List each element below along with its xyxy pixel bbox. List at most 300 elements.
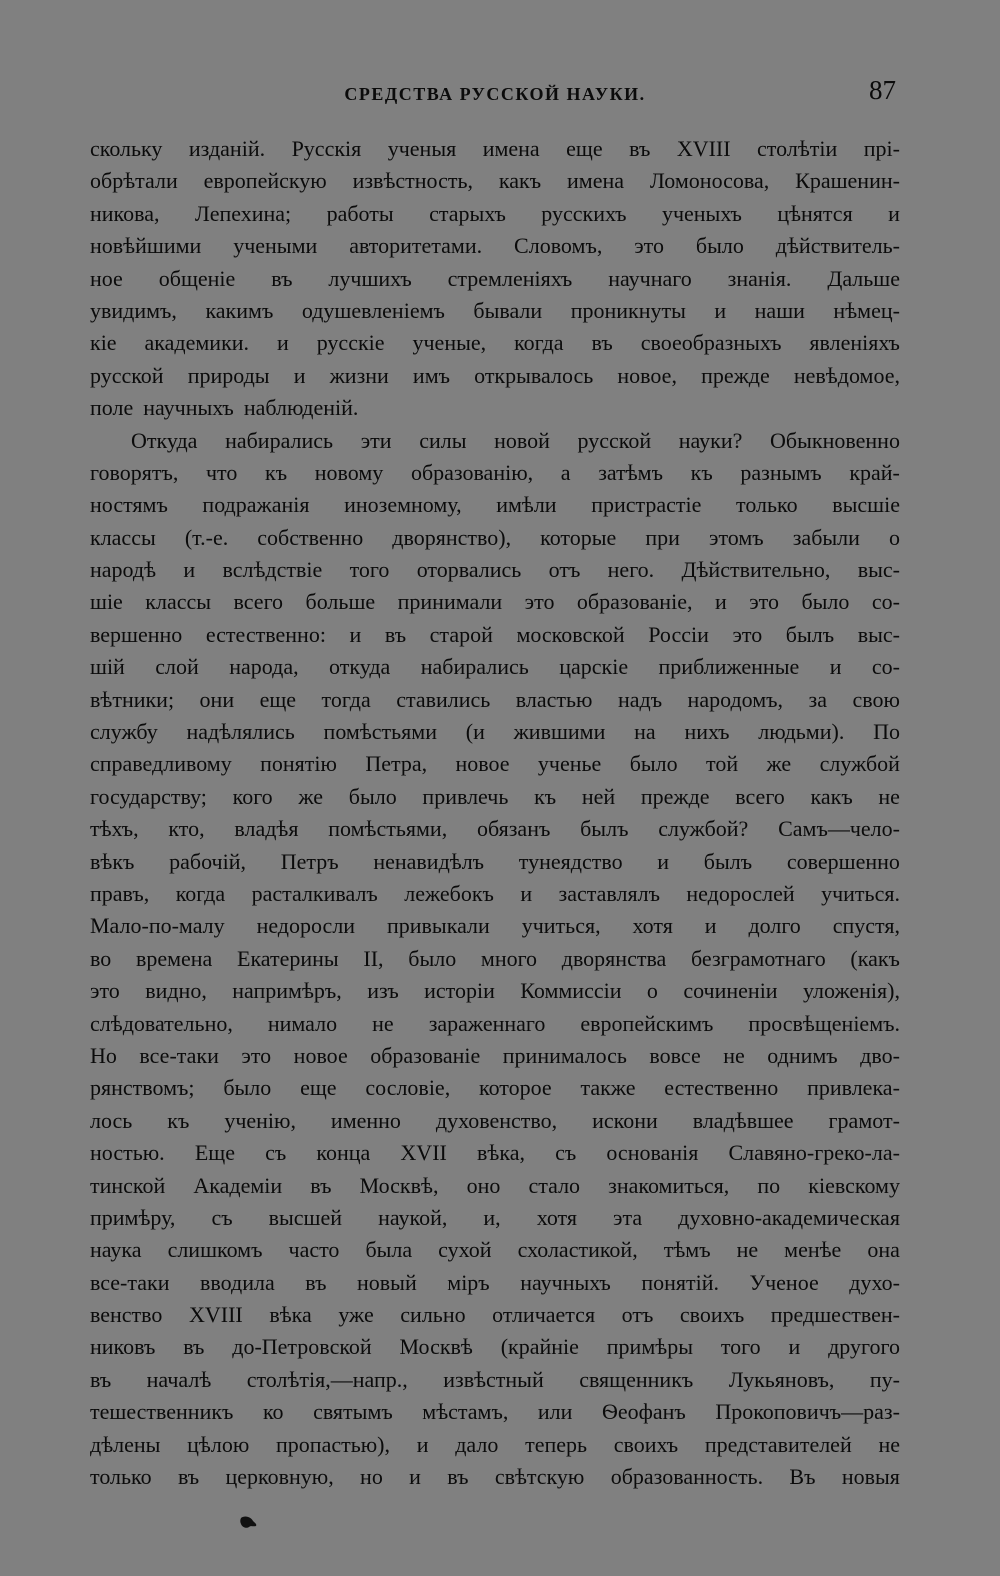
word: это xyxy=(90,978,120,1004)
word: въ xyxy=(447,1464,469,1490)
word: принималось xyxy=(502,1042,627,1068)
word: Петра, xyxy=(365,751,428,777)
word: рянствомъ; xyxy=(90,1075,195,1101)
word: слишкомъ xyxy=(167,1237,263,1263)
word: и xyxy=(888,200,900,226)
word: затѣмъ xyxy=(598,459,663,485)
word: со- xyxy=(871,654,900,680)
word: хотя xyxy=(632,913,673,939)
word: по xyxy=(757,1172,781,1198)
word: ко xyxy=(262,1399,284,1425)
word: невѣдомое, xyxy=(793,362,900,388)
word: менѣе xyxy=(784,1237,842,1263)
word: XVIII xyxy=(188,1302,243,1328)
word: міръ xyxy=(447,1269,490,1295)
word: службой? xyxy=(658,816,749,842)
word: говорятъ, xyxy=(90,459,179,485)
word: изъ xyxy=(367,978,399,1004)
word: о xyxy=(889,524,900,550)
word: жизни xyxy=(329,362,389,388)
word: Петръ xyxy=(280,848,339,874)
word: исторіи xyxy=(424,978,495,1004)
word: и xyxy=(349,621,362,647)
word: европейскимъ xyxy=(580,1010,714,1036)
word: работы xyxy=(326,200,394,226)
word: отъ xyxy=(621,1302,654,1328)
word: ученые, xyxy=(412,330,487,356)
word: недорослей xyxy=(686,880,795,906)
word: ставились xyxy=(396,686,491,712)
word: вовсе xyxy=(649,1042,701,1068)
word: откуда xyxy=(329,654,391,680)
word: былъ xyxy=(580,816,629,842)
word: Лепехина; xyxy=(194,200,292,226)
word: дворянство), xyxy=(392,524,512,550)
word: съ xyxy=(265,1140,287,1166)
word: было xyxy=(223,1075,272,1101)
word: владѣвшее xyxy=(692,1107,794,1133)
word: увидимъ, xyxy=(90,297,177,323)
word: дворянства xyxy=(561,945,667,971)
word: извѣстность, xyxy=(352,168,474,194)
word: тѣмъ xyxy=(663,1237,711,1263)
word: дѣйствитель- xyxy=(775,233,900,259)
word: Екатерины xyxy=(237,945,339,971)
word: столѣтіи xyxy=(757,136,838,161)
text-line xyxy=(90,198,900,230)
word: отъ xyxy=(548,557,581,583)
word: II, xyxy=(363,945,384,971)
word: въ xyxy=(629,136,651,161)
word: не xyxy=(723,1042,745,1068)
text-line xyxy=(90,1364,900,1396)
word: шій xyxy=(90,654,125,680)
word: былъ xyxy=(785,621,835,647)
word: или xyxy=(537,1399,573,1425)
word: отличается xyxy=(492,1302,596,1328)
word: вершенно xyxy=(90,621,183,647)
word: привлека- xyxy=(807,1075,900,1101)
word: московской xyxy=(516,621,625,647)
word: новое, xyxy=(617,362,677,388)
word: одушевленіемъ xyxy=(301,297,445,323)
word: все-таки xyxy=(139,1042,219,1068)
word: наши xyxy=(754,297,805,323)
word: справедливому xyxy=(90,751,232,777)
word: своихъ xyxy=(613,1431,679,1457)
word: наблюденій. xyxy=(243,395,359,421)
text-line xyxy=(90,489,900,521)
word: тинской xyxy=(90,1172,166,1198)
word: научныхъ xyxy=(520,1269,611,1295)
text-line xyxy=(90,263,900,295)
word: вѣка xyxy=(269,1302,312,1328)
page-header xyxy=(90,75,900,108)
word: оно xyxy=(466,1172,501,1198)
word: грамот- xyxy=(828,1107,900,1133)
word: поле xyxy=(90,395,134,421)
text-line xyxy=(90,1396,900,1428)
word: помѣстьями, xyxy=(328,816,448,842)
text-line xyxy=(90,327,900,359)
word: ностямъ xyxy=(90,492,168,518)
word: вѣтники; xyxy=(90,686,175,712)
word: и xyxy=(416,1431,429,1457)
word: въ xyxy=(310,1172,332,1198)
word: кто, xyxy=(168,816,205,842)
word: она xyxy=(867,1237,900,1263)
word: было xyxy=(695,233,744,259)
text-line xyxy=(90,392,900,424)
word: ненавидѣлъ xyxy=(373,848,485,874)
word: они xyxy=(199,686,235,712)
word: началѣ xyxy=(146,1366,212,1392)
word: вѣкъ xyxy=(90,848,135,874)
word: съ xyxy=(211,1204,233,1230)
word: и xyxy=(183,557,196,583)
word: стало xyxy=(528,1172,581,1198)
word: и xyxy=(293,362,306,388)
word: много xyxy=(480,945,538,971)
word: знакомиться, xyxy=(608,1172,730,1198)
word: По xyxy=(873,719,900,745)
body-text xyxy=(90,133,900,1493)
word: проникнуты xyxy=(570,297,686,323)
word: Дѣйствительно, xyxy=(681,557,831,583)
word: и xyxy=(788,1334,801,1360)
text-line xyxy=(90,1008,900,1040)
word: государству; xyxy=(90,783,207,809)
word: открывалось xyxy=(474,362,594,388)
word: принимали xyxy=(397,589,503,615)
word: имѣли xyxy=(496,492,557,518)
word: выс- xyxy=(857,557,900,583)
word: тѣхъ, xyxy=(90,816,139,842)
word: своихъ xyxy=(679,1302,745,1328)
word: это xyxy=(524,589,555,615)
word: имена xyxy=(567,168,625,194)
text-line xyxy=(90,586,900,618)
word: о xyxy=(646,978,658,1004)
word: высшей xyxy=(268,1204,343,1230)
word: имена xyxy=(482,136,540,161)
word: ное xyxy=(90,265,123,291)
word: Ученое xyxy=(749,1269,819,1295)
word: новыя xyxy=(841,1464,900,1490)
word: привыкали xyxy=(387,913,490,939)
word: Коммиссіи xyxy=(520,978,622,1004)
word: Мало-по-малу xyxy=(90,913,225,939)
word: было xyxy=(348,783,397,809)
word: новое xyxy=(293,1042,348,1068)
word: всего xyxy=(735,783,785,809)
word: кіе xyxy=(90,330,117,356)
word: какимъ xyxy=(205,297,274,323)
word: авторитетами. xyxy=(349,233,483,259)
word: еще xyxy=(259,686,297,712)
word: естественно: xyxy=(205,621,326,647)
word: представителей xyxy=(704,1431,852,1457)
word: нимало xyxy=(267,1010,338,1036)
text-line xyxy=(90,1202,900,1234)
word: образованіе, xyxy=(576,589,693,615)
word: священникъ xyxy=(579,1366,694,1392)
word: имъ xyxy=(412,362,450,388)
word: какъ xyxy=(498,168,542,194)
word: къ xyxy=(265,459,288,485)
word: къ xyxy=(690,459,713,485)
text-line xyxy=(90,943,900,975)
word: на xyxy=(634,719,656,745)
word: Въ xyxy=(789,1464,816,1490)
word: Крашенин- xyxy=(795,168,900,194)
word: набирались xyxy=(225,427,334,453)
word: скольку xyxy=(90,136,163,161)
word: обрѣтали xyxy=(90,168,178,194)
word: новому xyxy=(314,459,384,485)
word: это xyxy=(732,621,763,647)
word: и xyxy=(276,330,289,356)
word: ностью. xyxy=(90,1140,165,1166)
word: Россіи xyxy=(648,621,709,647)
word: службой xyxy=(819,751,900,777)
word: Лукьяновъ, xyxy=(728,1366,835,1392)
word: Откуда xyxy=(131,427,198,453)
word: не xyxy=(736,1237,759,1263)
word: надѣлялись xyxy=(186,719,295,745)
word: и xyxy=(714,589,727,615)
word: слѣдовательно, xyxy=(90,1010,233,1036)
word: и, xyxy=(483,1204,501,1230)
word: и xyxy=(829,654,842,680)
word: было xyxy=(408,945,457,971)
text-line xyxy=(90,1072,900,1104)
word: ученье xyxy=(537,751,602,777)
word: и xyxy=(520,880,533,906)
word: пропастью), xyxy=(276,1431,391,1457)
word: не xyxy=(878,783,900,809)
word: помѣстьями xyxy=(323,719,437,745)
word: еще xyxy=(300,1075,337,1101)
word: забыли xyxy=(792,524,860,550)
word: научнаго xyxy=(608,265,692,291)
word: тогда xyxy=(321,686,371,712)
word: же xyxy=(298,783,324,809)
word: какъ xyxy=(810,783,853,809)
word: было xyxy=(801,589,850,615)
text-line xyxy=(90,425,900,457)
word: народомъ, xyxy=(687,686,784,712)
text-line xyxy=(90,165,900,197)
word: владѣя xyxy=(234,816,299,842)
word: тунеядство xyxy=(518,848,623,874)
text-line xyxy=(90,1137,900,1169)
word: природы xyxy=(187,362,270,388)
word: образованіе xyxy=(370,1042,481,1068)
word: Но xyxy=(90,1042,117,1068)
word: никова, xyxy=(90,200,160,226)
word: новый xyxy=(357,1269,417,1295)
word: бывали xyxy=(473,297,543,323)
word: изданій. xyxy=(188,136,266,161)
word: учеными xyxy=(233,233,318,259)
word: новѣйшими xyxy=(90,233,202,259)
word: подражанія xyxy=(202,492,310,518)
word: сословіе, xyxy=(365,1075,451,1101)
word: прі- xyxy=(863,136,900,161)
word: Москвѣ, xyxy=(359,1172,439,1198)
text-line xyxy=(90,360,900,392)
word: за xyxy=(808,686,827,712)
word: лось xyxy=(90,1107,133,1133)
word: него. xyxy=(607,557,655,583)
word: стремленіяхъ xyxy=(447,265,573,291)
word: властью xyxy=(515,686,593,712)
word: и xyxy=(657,848,670,874)
word: Самъ—чело- xyxy=(778,816,900,842)
word: старой xyxy=(429,621,493,647)
word: своеобразныхъ xyxy=(640,330,782,356)
word: искони xyxy=(592,1107,658,1133)
word: общеніе xyxy=(158,265,236,291)
word: старыхъ xyxy=(429,200,506,226)
word: только xyxy=(90,1464,152,1490)
word: напримѣръ, xyxy=(232,978,342,1004)
word: европейскую xyxy=(203,168,327,194)
word: дво- xyxy=(860,1042,900,1068)
word: со- xyxy=(871,589,900,615)
word: нѣмец- xyxy=(833,297,900,323)
word: новой xyxy=(494,427,550,453)
word: было xyxy=(629,751,678,777)
word: церковную, xyxy=(225,1464,334,1490)
word: образованію, xyxy=(410,459,534,485)
word: въ xyxy=(90,1366,112,1392)
word: русскихъ xyxy=(541,200,627,226)
word: въ xyxy=(183,1334,205,1360)
word: силы xyxy=(419,427,467,453)
word: зараженнаго xyxy=(428,1010,546,1036)
word: въ xyxy=(177,1464,200,1490)
text-line xyxy=(90,295,900,327)
word: въ xyxy=(271,265,293,291)
word: слой xyxy=(155,654,199,680)
word: лучшихъ xyxy=(328,265,412,291)
word: народа, xyxy=(229,654,299,680)
text-line xyxy=(90,619,900,651)
word: разнымъ xyxy=(740,459,822,485)
word: академики. xyxy=(144,330,250,356)
word: приближенные xyxy=(658,654,800,680)
word: народѣ xyxy=(90,557,157,583)
word: просвѣщеніемъ. xyxy=(748,1010,900,1036)
word: (т.-е. xyxy=(184,524,229,550)
word: мѣстамъ, xyxy=(422,1399,509,1425)
word: классы xyxy=(90,524,156,550)
word: была xyxy=(365,1237,413,1263)
word: эти xyxy=(360,427,392,453)
running-title: СРЕДСТВА РУССКОЙ НАУКИ. xyxy=(344,84,646,104)
word: духовно-академическая xyxy=(678,1204,900,1230)
word: видно, xyxy=(145,978,207,1004)
word: во xyxy=(90,945,112,971)
word: это xyxy=(241,1042,272,1068)
word: прежде xyxy=(640,783,710,809)
word: недоросли xyxy=(256,913,356,939)
word: долго xyxy=(748,913,801,939)
word: собственно xyxy=(257,524,364,550)
word: въ xyxy=(384,621,407,647)
word: сочиненіи xyxy=(683,978,778,1004)
word: Дальше xyxy=(827,265,900,291)
word: сухой xyxy=(438,1237,492,1263)
word: при xyxy=(645,524,680,550)
text-line xyxy=(90,133,900,165)
word: прежде xyxy=(701,362,770,388)
word: духовенство, xyxy=(435,1107,558,1133)
page-number: 87 xyxy=(869,75,896,105)
text-line xyxy=(90,457,900,489)
word: и xyxy=(409,1464,421,1490)
ink-blot-mark xyxy=(238,1514,258,1530)
word: русской xyxy=(90,362,164,388)
word: въ xyxy=(591,330,613,356)
text-line xyxy=(90,1170,900,1202)
word: духо- xyxy=(849,1269,900,1295)
word: когда xyxy=(175,880,226,906)
word: науки? xyxy=(678,427,743,453)
word: съ xyxy=(555,1140,577,1166)
word: же xyxy=(766,751,792,777)
text-line xyxy=(90,1299,900,1331)
text-line xyxy=(90,1105,900,1137)
word: (какъ xyxy=(850,945,900,971)
word: ученію, xyxy=(224,1107,296,1133)
word: другого xyxy=(828,1334,900,1360)
text-line xyxy=(90,1461,900,1493)
text-line xyxy=(90,716,900,748)
word: предшествен- xyxy=(770,1302,900,1328)
word: уже xyxy=(338,1302,374,1328)
word: все-таки xyxy=(90,1269,170,1295)
text-line xyxy=(90,651,900,683)
word: святымъ xyxy=(313,1399,393,1425)
word: рабочій, xyxy=(169,848,246,874)
word: (и xyxy=(465,719,485,745)
word: свою xyxy=(852,686,900,712)
text-line xyxy=(90,975,900,1007)
word: Обыкновенно xyxy=(770,427,900,453)
word: когда xyxy=(514,330,564,356)
word: шіе xyxy=(90,589,123,615)
word: совершенно xyxy=(786,848,900,874)
word: ученыхъ xyxy=(661,200,742,226)
word: Славяно-греко-ла- xyxy=(728,1140,900,1166)
word: которое xyxy=(479,1075,552,1101)
word: Прокоповичъ—раз- xyxy=(715,1399,900,1425)
word: надъ xyxy=(617,686,663,712)
word: но xyxy=(360,1464,383,1490)
word: XVIII xyxy=(676,136,731,161)
word: учиться. xyxy=(821,880,900,906)
word: Еще xyxy=(194,1140,235,1166)
word: вводила xyxy=(200,1269,275,1295)
word: русскіе xyxy=(316,330,385,356)
word: теперь xyxy=(525,1431,588,1457)
word: дѣлены xyxy=(90,1431,161,1457)
word: венство xyxy=(90,1302,163,1328)
word: до-Петровской xyxy=(232,1334,372,1360)
